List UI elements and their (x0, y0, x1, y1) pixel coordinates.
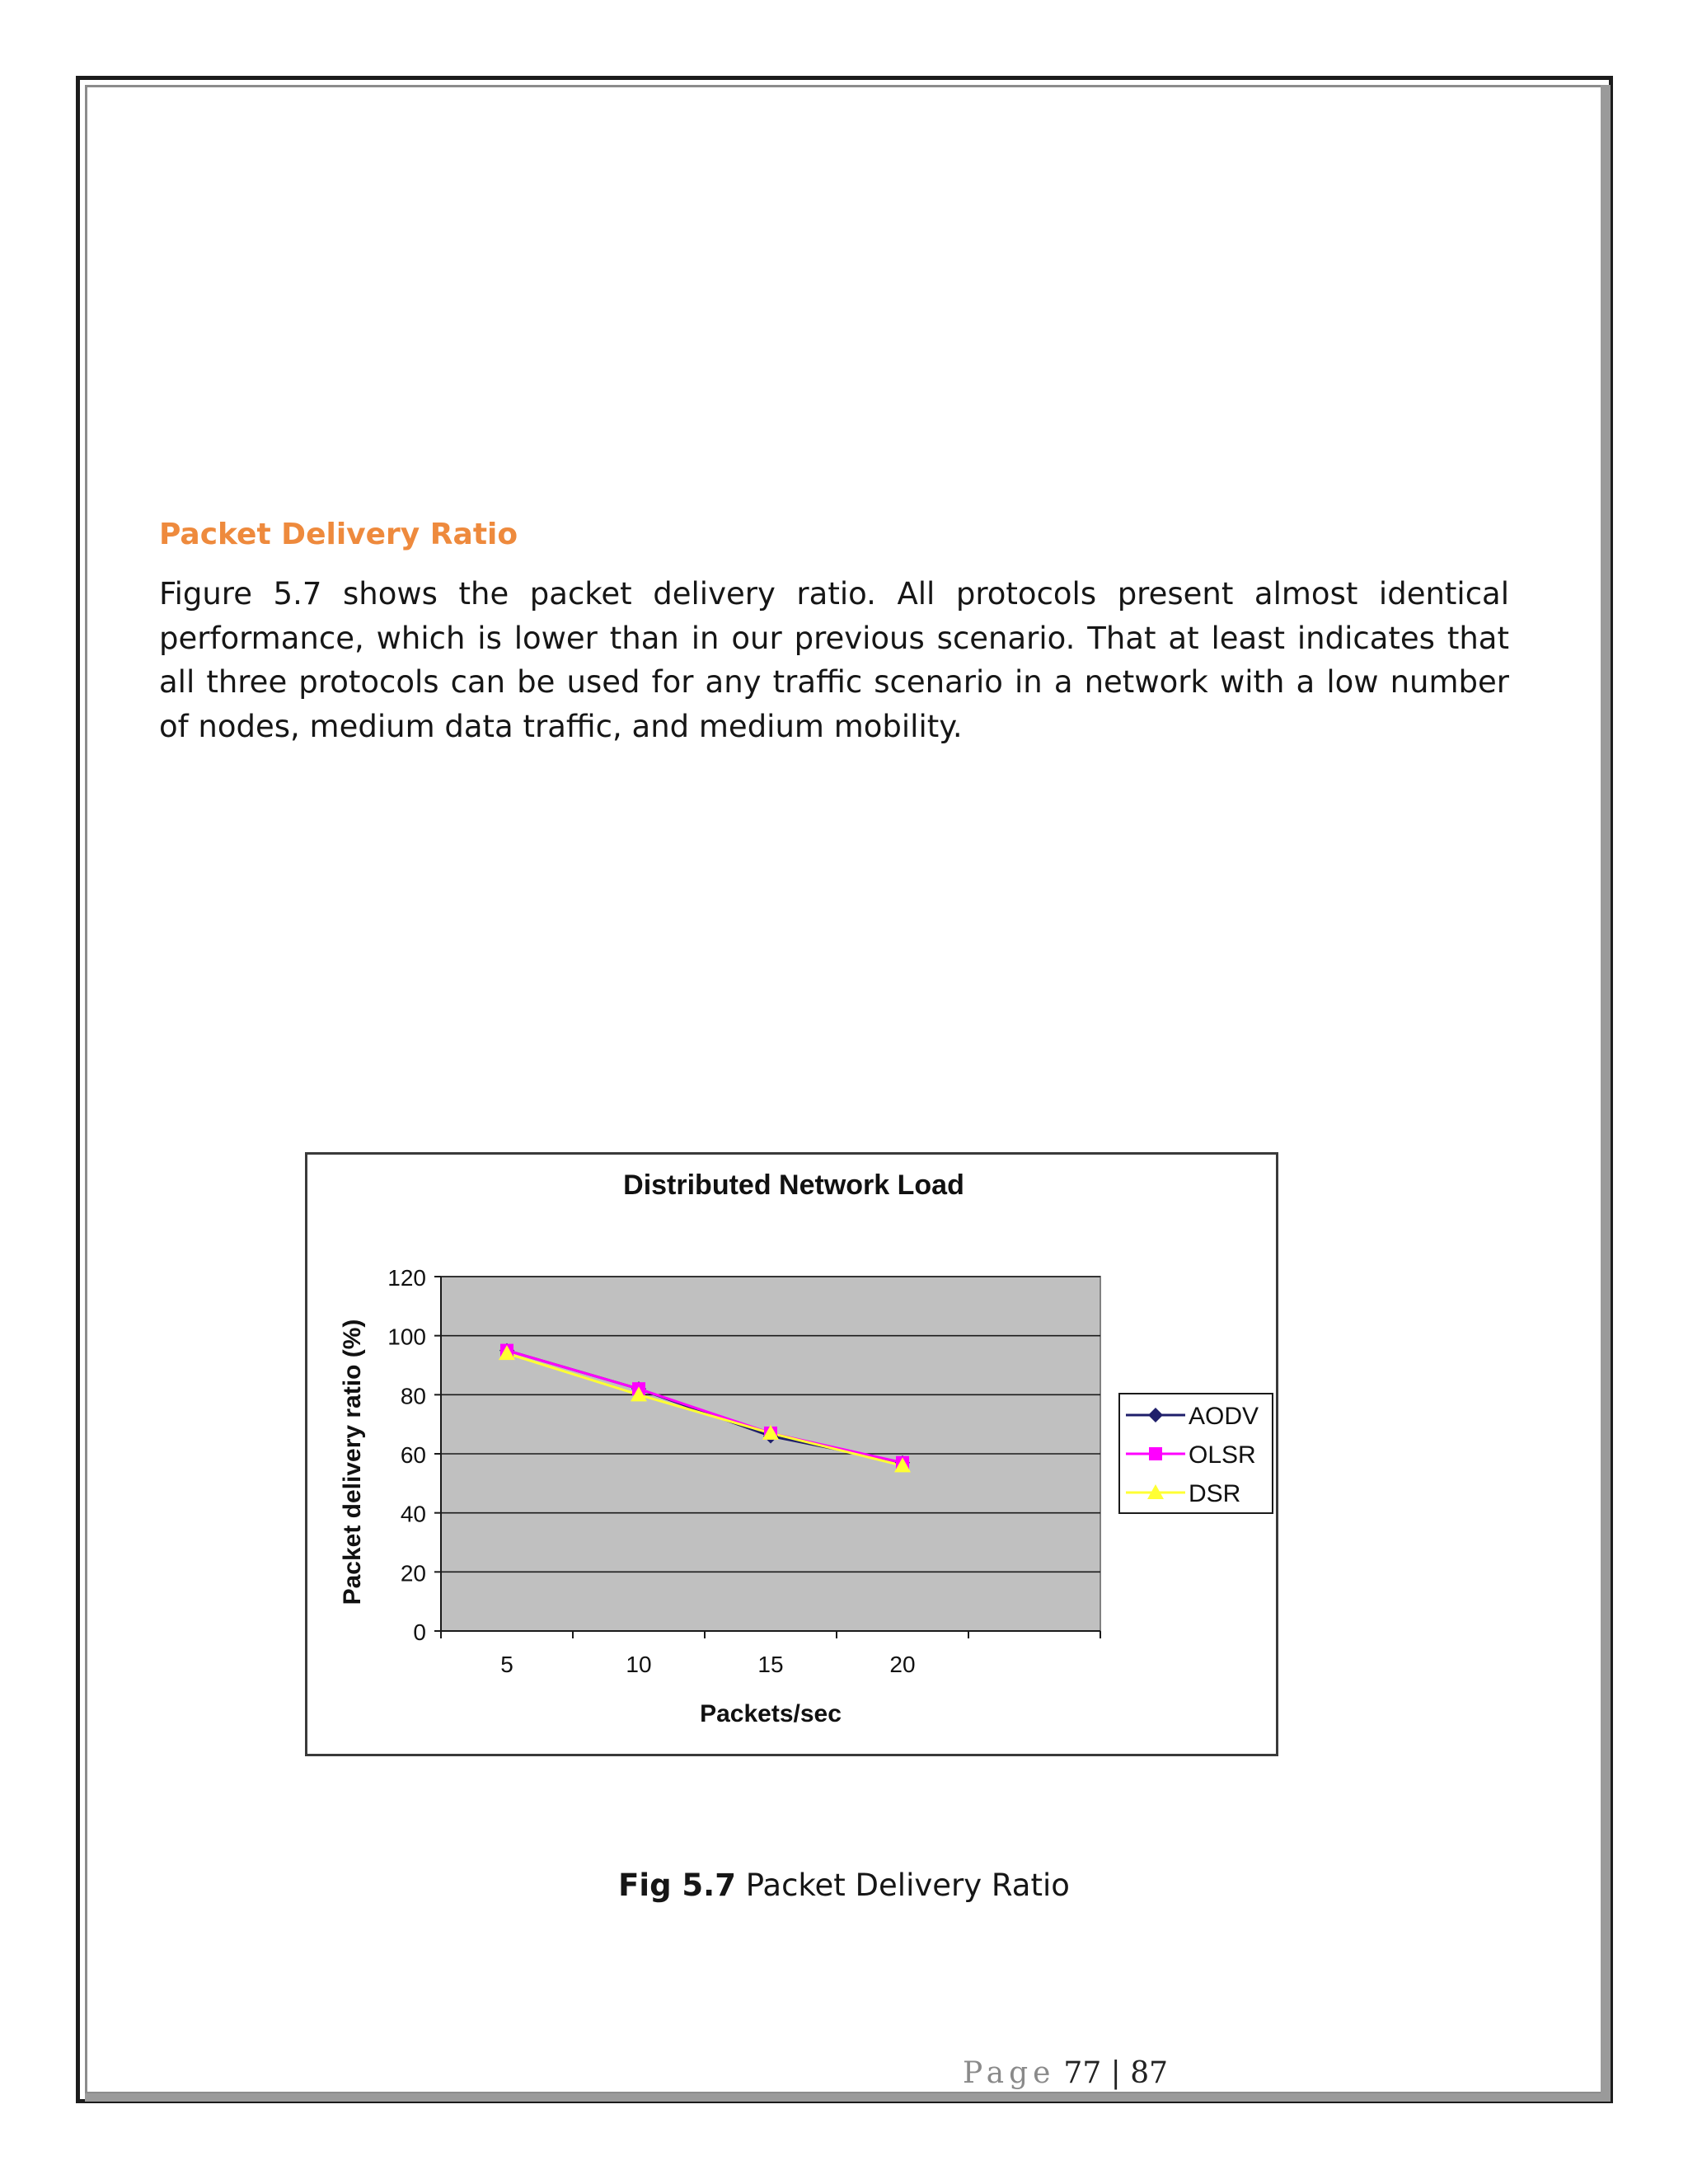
page-footer (963, 2056, 1168, 2090)
legend-marker (1149, 1447, 1162, 1460)
section-heading: Packet Delivery Ratio (159, 518, 518, 551)
y-tick-label: 0 (413, 1619, 426, 1645)
page-number: 77 | 87 (1063, 2056, 1169, 2090)
page-border-shadow-right (1601, 85, 1611, 2100)
y-tick-label: 120 (387, 1265, 426, 1291)
x-tick-label: 5 (500, 1652, 513, 1677)
x-axis-label: Packets/sec (700, 1700, 842, 1727)
y-tick-label: 100 (387, 1324, 426, 1350)
y-tick-label: 60 (400, 1442, 426, 1468)
line-chart (307, 1155, 1276, 1754)
figure-caption-text: Packet Delivery Ratio (735, 1868, 1070, 1903)
chart-title: Distributed Network Load (623, 1169, 964, 1201)
legend-label: DSR (1189, 1480, 1241, 1507)
section-paragraph: Figure 5.7 shows the packet delivery ratio. All protocols present almost identical performance, which is lower than in our previous scenario. That at least indicates that all three protocols can be used for any traffic scenario in a network with a low number of nodes, medium data traffic, and medium mobility. (159, 576, 1509, 744)
figure-caption (0, 1868, 1688, 1903)
chart-figure (305, 1152, 1278, 1756)
legend-label: OLSR (1189, 1441, 1256, 1469)
page-border-shadow-bottom (85, 2093, 1611, 2102)
page-border-inner (85, 85, 1604, 2094)
legend-label: AODV (1189, 1403, 1259, 1430)
x-tick-label: 15 (757, 1652, 784, 1677)
y-tick-label: 40 (400, 1501, 426, 1527)
x-tick-label: 20 (889, 1652, 916, 1677)
y-tick-label: 80 (400, 1383, 426, 1409)
figure-caption-label: Fig 5.7 (618, 1868, 736, 1903)
y-axis-label: Packet delivery ratio (%) (339, 1319, 366, 1605)
x-tick-label: 10 (626, 1652, 652, 1677)
y-tick-label: 20 (400, 1560, 426, 1586)
page-word: Page (963, 2056, 1056, 2090)
